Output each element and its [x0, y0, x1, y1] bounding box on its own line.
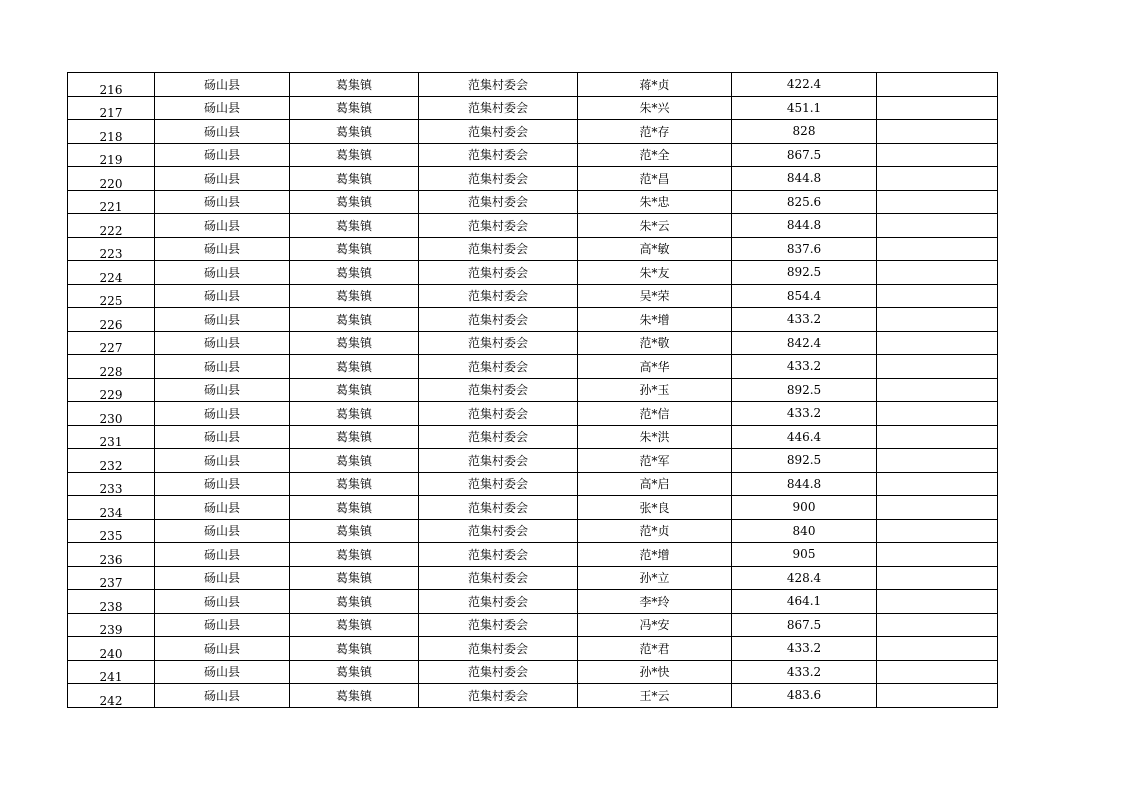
village-cell: 范集村委会 — [419, 73, 578, 97]
remark-cell — [877, 613, 998, 637]
remark-cell — [877, 378, 998, 402]
amount-cell: 837.6 — [732, 237, 877, 261]
county-cell: 砀山县 — [155, 613, 290, 637]
person-name-cell: 范*全 — [578, 143, 732, 167]
table-row — [68, 96, 998, 120]
county-cell: 砀山县 — [155, 425, 290, 449]
person-name-cell: 冯*安 — [578, 613, 732, 637]
village-cell: 范集村委会 — [419, 378, 578, 402]
row-number-cell: 227 — [68, 331, 155, 355]
person-name-cell: 范*增 — [578, 543, 732, 567]
amount-cell: 433.2 — [732, 355, 877, 379]
county-cell: 砀山县 — [155, 355, 290, 379]
remark-cell — [877, 637, 998, 661]
row-number-cell: 235 — [68, 519, 155, 543]
amount-cell: 844.8 — [732, 472, 877, 496]
village-cell: 范集村委会 — [419, 472, 578, 496]
town-cell: 葛集镇 — [290, 496, 419, 520]
amount-cell: 825.6 — [732, 190, 877, 214]
remark-cell — [877, 425, 998, 449]
village-cell: 范集村委会 — [419, 190, 578, 214]
table-row — [68, 543, 998, 567]
row-number-cell: 229 — [68, 378, 155, 402]
person-name-cell: 朱*友 — [578, 261, 732, 285]
county-cell: 砀山县 — [155, 190, 290, 214]
remark-cell — [877, 355, 998, 379]
amount-cell: 900 — [732, 496, 877, 520]
remark-cell — [877, 590, 998, 614]
person-name-cell: 范*军 — [578, 449, 732, 473]
town-cell: 葛集镇 — [290, 637, 419, 661]
village-cell: 范集村委会 — [419, 120, 578, 144]
row-number-cell: 219 — [68, 143, 155, 167]
amount-cell: 828 — [732, 120, 877, 144]
town-cell: 葛集镇 — [290, 355, 419, 379]
amount-cell: 483.6 — [732, 684, 877, 708]
remark-cell — [877, 660, 998, 684]
town-cell: 葛集镇 — [290, 590, 419, 614]
village-cell: 范集村委会 — [419, 284, 578, 308]
remark-cell — [877, 190, 998, 214]
row-number-cell: 220 — [68, 167, 155, 191]
row-number-cell: 232 — [68, 449, 155, 473]
person-name-cell: 高*启 — [578, 472, 732, 496]
row-number-cell: 217 — [68, 96, 155, 120]
town-cell: 葛集镇 — [290, 449, 419, 473]
amount-cell: 892.5 — [732, 449, 877, 473]
person-name-cell: 范*贞 — [578, 519, 732, 543]
county-cell: 砀山县 — [155, 590, 290, 614]
village-cell: 范集村委会 — [419, 143, 578, 167]
village-cell: 范集村委会 — [419, 496, 578, 520]
person-name-cell: 朱*兴 — [578, 96, 732, 120]
village-cell: 范集村委会 — [419, 590, 578, 614]
town-cell: 葛集镇 — [290, 566, 419, 590]
town-cell: 葛集镇 — [290, 190, 419, 214]
remark-cell — [877, 402, 998, 426]
person-name-cell: 张*良 — [578, 496, 732, 520]
remark-cell — [877, 284, 998, 308]
town-cell: 葛集镇 — [290, 96, 419, 120]
county-cell: 砀山县 — [155, 402, 290, 426]
table-row — [68, 519, 998, 543]
table-row — [68, 143, 998, 167]
person-name-cell: 吴*荣 — [578, 284, 732, 308]
county-cell: 砀山县 — [155, 96, 290, 120]
amount-cell: 844.8 — [732, 167, 877, 191]
county-cell: 砀山县 — [155, 261, 290, 285]
village-cell: 范集村委会 — [419, 613, 578, 637]
village-cell: 范集村委会 — [419, 355, 578, 379]
table-row — [68, 660, 998, 684]
remark-cell — [877, 496, 998, 520]
person-name-cell: 孙*立 — [578, 566, 732, 590]
table-row — [68, 167, 998, 191]
row-number-cell: 237 — [68, 566, 155, 590]
town-cell: 葛集镇 — [290, 519, 419, 543]
amount-cell: 422.4 — [732, 73, 877, 97]
table-row — [68, 425, 998, 449]
amount-cell: 842.4 — [732, 331, 877, 355]
row-number-cell: 242 — [68, 684, 155, 708]
row-number-cell: 231 — [68, 425, 155, 449]
amount-cell: 892.5 — [732, 378, 877, 402]
amount-cell: 840 — [732, 519, 877, 543]
village-cell: 范集村委会 — [419, 402, 578, 426]
row-number-cell: 241 — [68, 660, 155, 684]
table-row — [68, 590, 998, 614]
person-name-cell: 蒋*贞 — [578, 73, 732, 97]
table-row — [68, 566, 998, 590]
village-cell: 范集村委会 — [419, 96, 578, 120]
town-cell: 葛集镇 — [290, 308, 419, 332]
table-row — [68, 284, 998, 308]
person-name-cell: 高*华 — [578, 355, 732, 379]
person-name-cell: 朱*增 — [578, 308, 732, 332]
table-row — [68, 331, 998, 355]
row-number-cell: 221 — [68, 190, 155, 214]
table-row — [68, 355, 998, 379]
village-cell: 范集村委会 — [419, 237, 578, 261]
table-row — [68, 684, 998, 708]
county-cell: 砀山县 — [155, 214, 290, 238]
amount-cell: 446.4 — [732, 425, 877, 449]
amount-cell: 854.4 — [732, 284, 877, 308]
village-cell: 范集村委会 — [419, 331, 578, 355]
roster-table — [67, 72, 998, 708]
remark-cell — [877, 472, 998, 496]
county-cell: 砀山县 — [155, 660, 290, 684]
row-number-cell: 224 — [68, 261, 155, 285]
person-name-cell: 王*云 — [578, 684, 732, 708]
remark-cell — [877, 519, 998, 543]
person-name-cell: 范*信 — [578, 402, 732, 426]
town-cell: 葛集镇 — [290, 331, 419, 355]
person-name-cell: 朱*云 — [578, 214, 732, 238]
person-name-cell: 李*玲 — [578, 590, 732, 614]
county-cell: 砀山县 — [155, 566, 290, 590]
remark-cell — [877, 237, 998, 261]
remark-cell — [877, 120, 998, 144]
amount-cell: 867.5 — [732, 143, 877, 167]
remark-cell — [877, 143, 998, 167]
table-row — [68, 214, 998, 238]
remark-cell — [877, 261, 998, 285]
town-cell: 葛集镇 — [290, 684, 419, 708]
town-cell: 葛集镇 — [290, 237, 419, 261]
amount-cell: 433.2 — [732, 637, 877, 661]
village-cell: 范集村委会 — [419, 308, 578, 332]
county-cell: 砀山县 — [155, 120, 290, 144]
row-number-cell: 240 — [68, 637, 155, 661]
row-number-cell: 228 — [68, 355, 155, 379]
amount-cell: 428.4 — [732, 566, 877, 590]
county-cell: 砀山县 — [155, 308, 290, 332]
row-number-cell: 223 — [68, 237, 155, 261]
town-cell: 葛集镇 — [290, 73, 419, 97]
amount-cell: 892.5 — [732, 261, 877, 285]
village-cell: 范集村委会 — [419, 660, 578, 684]
county-cell: 砀山县 — [155, 237, 290, 261]
village-cell: 范集村委会 — [419, 543, 578, 567]
county-cell: 砀山县 — [155, 472, 290, 496]
village-cell: 范集村委会 — [419, 449, 578, 473]
county-cell: 砀山县 — [155, 331, 290, 355]
remark-cell — [877, 96, 998, 120]
amount-cell: 844.8 — [732, 214, 877, 238]
amount-cell: 433.2 — [732, 402, 877, 426]
amount-cell: 433.2 — [732, 308, 877, 332]
row-number-cell: 238 — [68, 590, 155, 614]
person-name-cell: 范*存 — [578, 120, 732, 144]
county-cell: 砀山县 — [155, 684, 290, 708]
amount-cell: 451.1 — [732, 96, 877, 120]
person-name-cell: 范*昌 — [578, 167, 732, 191]
remark-cell — [877, 331, 998, 355]
row-number-cell: 225 — [68, 284, 155, 308]
remark-cell — [877, 684, 998, 708]
village-cell: 范集村委会 — [419, 519, 578, 543]
town-cell: 葛集镇 — [290, 402, 419, 426]
county-cell: 砀山县 — [155, 73, 290, 97]
row-number-cell: 216 — [68, 73, 155, 97]
person-name-cell: 朱*忠 — [578, 190, 732, 214]
remark-cell — [877, 73, 998, 97]
amount-cell: 464.1 — [732, 590, 877, 614]
town-cell: 葛集镇 — [290, 143, 419, 167]
village-cell: 范集村委会 — [419, 425, 578, 449]
table-row — [68, 308, 998, 332]
row-number-cell: 226 — [68, 308, 155, 332]
amount-cell: 905 — [732, 543, 877, 567]
table-row — [68, 73, 998, 97]
remark-cell — [877, 308, 998, 332]
remark-cell — [877, 214, 998, 238]
person-name-cell: 范*君 — [578, 637, 732, 661]
county-cell: 砀山县 — [155, 496, 290, 520]
table-row — [68, 496, 998, 520]
town-cell: 葛集镇 — [290, 660, 419, 684]
table-row — [68, 472, 998, 496]
person-name-cell: 范*敬 — [578, 331, 732, 355]
table-row — [68, 637, 998, 661]
amount-cell: 433.2 — [732, 660, 877, 684]
row-number-cell: 234 — [68, 496, 155, 520]
remark-cell — [877, 167, 998, 191]
person-name-cell: 孙*快 — [578, 660, 732, 684]
county-cell: 砀山县 — [155, 519, 290, 543]
county-cell: 砀山县 — [155, 378, 290, 402]
person-name-cell: 朱*洪 — [578, 425, 732, 449]
table-row — [68, 120, 998, 144]
village-cell: 范集村委会 — [419, 566, 578, 590]
village-cell: 范集村委会 — [419, 261, 578, 285]
row-number-cell: 222 — [68, 214, 155, 238]
county-cell: 砀山县 — [155, 543, 290, 567]
village-cell: 范集村委会 — [419, 637, 578, 661]
person-name-cell: 孙*玉 — [578, 378, 732, 402]
village-cell: 范集村委会 — [419, 167, 578, 191]
town-cell: 葛集镇 — [290, 378, 419, 402]
person-name-cell: 高*敏 — [578, 237, 732, 261]
town-cell: 葛集镇 — [290, 543, 419, 567]
town-cell: 葛集镇 — [290, 472, 419, 496]
amount-cell: 867.5 — [732, 613, 877, 637]
town-cell: 葛集镇 — [290, 425, 419, 449]
table-row — [68, 190, 998, 214]
table-row — [68, 449, 998, 473]
table-row — [68, 237, 998, 261]
remark-cell — [877, 566, 998, 590]
town-cell: 葛集镇 — [290, 214, 419, 238]
row-number-cell: 239 — [68, 613, 155, 637]
county-cell: 砀山县 — [155, 143, 290, 167]
table-row — [68, 378, 998, 402]
roster-table-body — [68, 73, 998, 708]
table-row — [68, 402, 998, 426]
county-cell: 砀山县 — [155, 167, 290, 191]
county-cell: 砀山县 — [155, 449, 290, 473]
town-cell: 葛集镇 — [290, 167, 419, 191]
remark-cell — [877, 543, 998, 567]
village-cell: 范集村委会 — [419, 214, 578, 238]
row-number-cell: 233 — [68, 472, 155, 496]
row-number-cell: 236 — [68, 543, 155, 567]
town-cell: 葛集镇 — [290, 261, 419, 285]
town-cell: 葛集镇 — [290, 284, 419, 308]
row-number-cell: 218 — [68, 120, 155, 144]
table-row — [68, 613, 998, 637]
table-row — [68, 261, 998, 285]
county-cell: 砀山县 — [155, 284, 290, 308]
town-cell: 葛集镇 — [290, 613, 419, 637]
row-number-cell: 230 — [68, 402, 155, 426]
village-cell: 范集村委会 — [419, 684, 578, 708]
county-cell: 砀山县 — [155, 637, 290, 661]
town-cell: 葛集镇 — [290, 120, 419, 144]
remark-cell — [877, 449, 998, 473]
